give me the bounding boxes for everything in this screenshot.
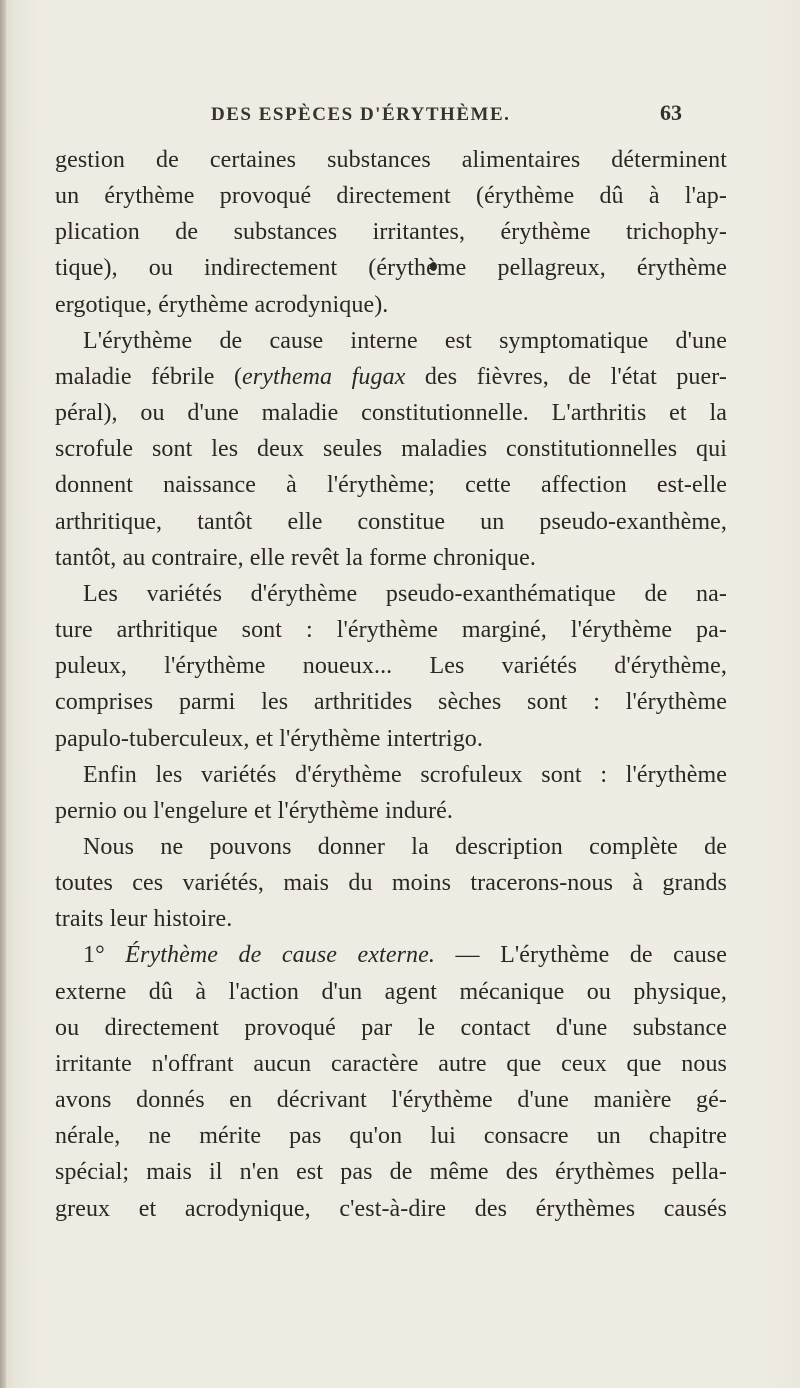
text-line: arthritique, tantôt elle constitue un pseudo-exanthème,	[55, 508, 727, 535]
text-line: donnent naissance à l'érythème; cette affection est-elle	[55, 472, 727, 499]
text-line: Nous ne pouvons donner la description complète de	[83, 833, 727, 860]
section-heading-line: 1° Érythème de cause externe. — L'érythème de cause	[83, 942, 727, 969]
text-line: greux et acrodynique, c'est-à-dire des érythèmes causés	[55, 1195, 727, 1222]
page-binding-edge	[0, 0, 6, 1388]
text-line: papulo-tuberculeux, et l'érythème intertrigo.	[55, 725, 484, 752]
text-line: pernio ou l'engelure et l'érythème induré.	[55, 797, 454, 824]
page-number: 63	[660, 100, 682, 125]
text-line: irritante n'offrant aucun caractère autre que ceux que nous	[55, 1050, 727, 1077]
text-line: externe dû à l'action d'un agent mécanique ou physique,	[55, 978, 727, 1005]
text-line: Les variétés d'érythème pseudo-exanthématique de na-	[83, 580, 727, 607]
running-head	[100, 100, 700, 136]
text-line: ture arthritique sont : l'érythème marginé, l'érythème pa-	[55, 617, 727, 644]
text-line: toutes ces variétés, mais du moins tracerons-nous à grands	[55, 870, 727, 897]
text-line: traits leur histoire.	[55, 906, 233, 933]
text-line: un érythème provoqué directement (érythème dû à l'ap-	[55, 183, 727, 210]
text-line: ou directement provoqué par le contact d'une substance	[55, 1014, 727, 1041]
text-line: Enfin les variétés d'érythème scrofuleux sont : l'érythème	[83, 761, 727, 788]
text-line: avons donnés en décrivant l'érythème d'une manière gé-	[55, 1087, 727, 1114]
text-line: tantôt, au contraire, elle revêt la forme chronique.	[55, 544, 536, 571]
text-line: scrofule sont les deux seules maladies constitutionnelles qui	[55, 436, 727, 463]
body-text	[55, 142, 727, 1227]
text-line: tique), ou indirectement (érythème pellagreux, érythème	[55, 255, 727, 282]
text-line: nérale, ne mérite pas qu'on lui consacre un chapitre	[55, 1123, 727, 1150]
running-title: DES ESPÈCES D'ÉRYTHÈME.	[211, 104, 511, 125]
text-line: spécial; mais il n'en est pas de même des érythèmes pella-	[55, 1159, 727, 1186]
text-line: L'érythème de cause interne est symptomatique d'une	[83, 327, 727, 354]
text-line: maladie fébrile (erythema fugax des fièvres, de l'état puer-	[55, 363, 727, 390]
section-heading: Érythème de cause externe.	[125, 942, 435, 969]
text-line: ergotique, érythème acrodynique).	[55, 291, 389, 318]
italic-term: erythema fugax	[242, 363, 406, 390]
text-line: gestion de certaines substances alimentaires déterminent	[55, 147, 727, 173]
text-line: comprises parmi les arthritides sèches sont : l'érythème	[55, 689, 727, 716]
text-line: plication de substances irritantes, érythème trichophy-	[55, 219, 727, 246]
text-line: puleux, l'érythème noueux... Les variétés d'érythème,	[55, 653, 727, 680]
text-line: péral), ou d'une maladie constitutionnelle. L'arthritis et la	[55, 400, 727, 427]
